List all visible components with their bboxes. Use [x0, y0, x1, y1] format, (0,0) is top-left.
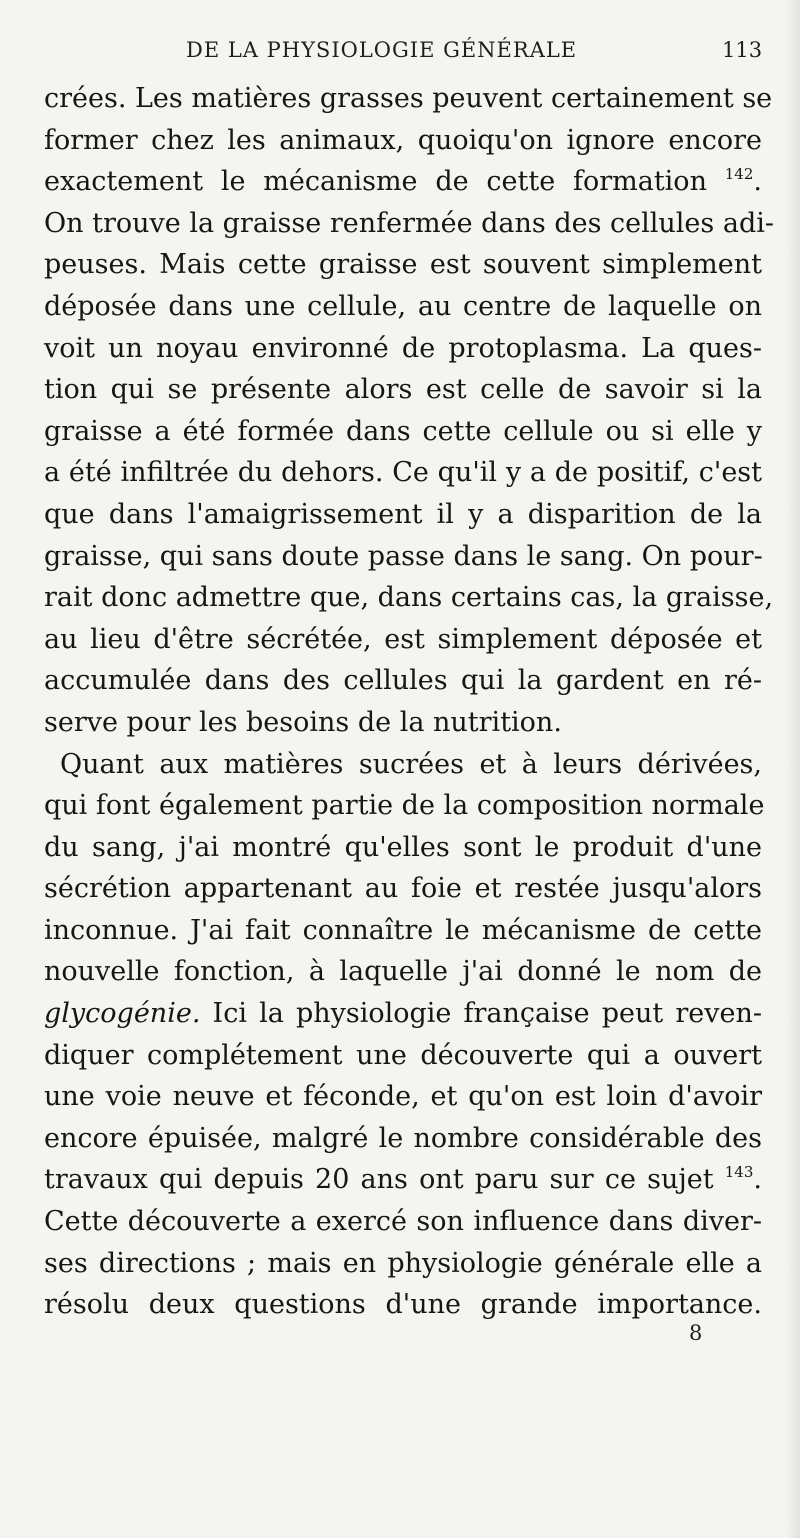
text-line: déposée dans une cellule, au centre de laquelle on	[44, 290, 762, 322]
text-line: glycogénie. Ici la physiologie française peut reven-	[44, 998, 762, 1030]
text-line: rait donc admettre que, dans certains cas, la graisse,	[44, 582, 774, 614]
body-text	[44, 78, 774, 1326]
text-line: voit un noyau environné de protoplasma. La ques-	[44, 332, 762, 364]
footnote-reference: 143	[724, 1163, 754, 1182]
text-line: du sang, j'ai montré qu'elles sont le produit d'une	[44, 831, 762, 863]
text-line: On trouve la graisse renfermée dans des cellules adi-	[44, 207, 774, 239]
text-line: serve pour les besoins de la nutrition.	[44, 706, 562, 738]
footnote-reference: 142	[724, 165, 754, 184]
text-line: tion qui se présente alors est celle de savoir si la	[44, 374, 762, 406]
text-line: que dans l'amaigrissement il y a disparition de la	[44, 498, 762, 530]
text-line: résolu deux questions d'une grande importance.	[44, 1289, 762, 1321]
running-title: DE LA PHYSIOLOGIE GÉNÉRALE	[186, 38, 578, 62]
running-head	[0, 38, 800, 72]
text-line: crées. Les matières grasses peuvent certainement se	[44, 83, 773, 114]
text-line: diquer complétement une découverte qui a ouvert	[44, 1039, 762, 1071]
text-line: au lieu d'être sécrétée, est simplement déposée et	[44, 623, 762, 655]
text-line: accumulée dans des cellules qui la gardent en ré-	[44, 665, 762, 697]
text-line: a été infiltrée du dehors. Ce qu'il y a de positif, c'est	[44, 457, 762, 489]
text-line: graisse a été formée dans cette cellule ou si elle y	[44, 415, 762, 447]
text-line: encore épuisée, malgré le nombre considérable des	[44, 1122, 762, 1154]
text-line: inconnue. J'ai fait connaître le mécanisme de cette	[44, 914, 762, 946]
text-line: graisse, qui sans doute passe dans le sang. On pour-	[44, 540, 763, 572]
text-line: sécrétion appartenant au foie et restée jusqu'alors	[44, 873, 762, 905]
text-line: ses directions ; mais en physiologie générale elle a	[44, 1247, 762, 1279]
text-line: Quant aux matières sucrées et à leurs dérivées,	[60, 748, 762, 780]
text-line: une voie neuve et féconde, et qu'on est loin d'avoir	[44, 1081, 762, 1113]
text-line: former chez les animaux, quoiqu'on ignore encore	[44, 124, 762, 156]
text-line: travaux qui depuis 20 ans ont paru sur ce sujet $^{143}$.	[44, 1163, 762, 1196]
italic-term: glycogénie.	[44, 998, 201, 1030]
text-line: peuses. Mais cette graisse est souvent simplement	[44, 249, 762, 281]
text-line: Cette découverte a exercé son influence dans diver-	[44, 1206, 762, 1238]
page-edge-shadow	[786, 0, 800, 1538]
text-line: exactement le mécanisme de cette formation $^{142}$.	[44, 165, 762, 198]
text-line: nouvelle fonction, à laquelle j'ai donné le nom de	[44, 956, 762, 988]
page-number: 113	[722, 38, 763, 62]
signature-mark: 8	[689, 1321, 703, 1345]
text-line: qui font également partie de la composition normale	[44, 790, 765, 822]
